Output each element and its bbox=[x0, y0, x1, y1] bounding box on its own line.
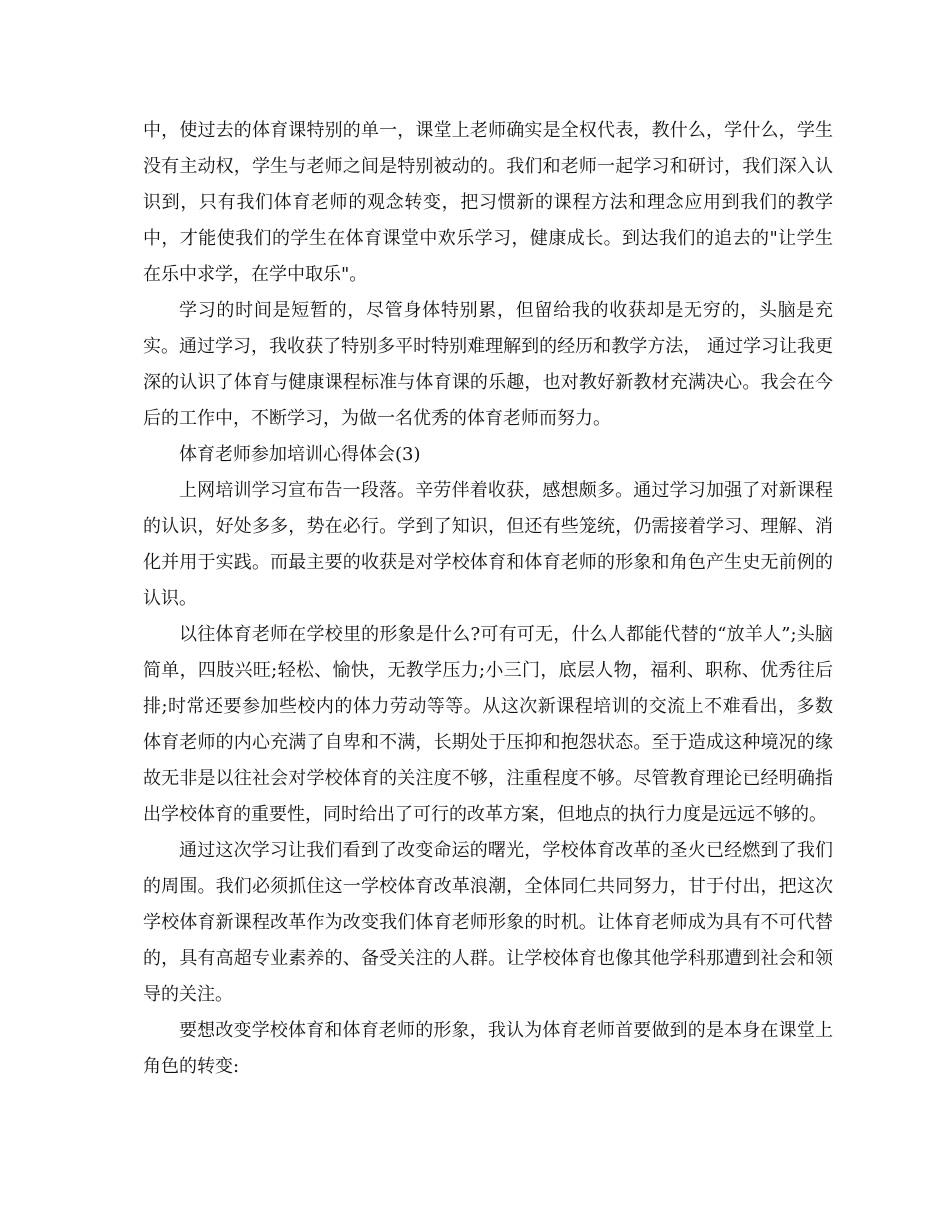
paragraph-study-reflection: 学习的时间是短暂的，尽管身体特别累，但留给我的收获却是无穷的，头脑是充实。通过学习，我收获了特别多平时特别难理解到的经历和教学方法， 通过学习让我更深的认识了体育与健康课程标准与体育课的乐趣，也对教好新教材充满决心。我会在今后的工作中，不断学习，为做一名优秀的体育老师而努力。 bbox=[143, 300, 833, 429]
paragraph-reform-opportunity: 通过这次学习让我们看到了改变命运的曙光，学校体育改革的圣火已经燃到了我们的周围。我们必须抓住这一学校体育改革浪潮，全体同仁共同努力，甘于付出，把这次学校体育新课程改革作为改变我们体育老师形象的时机。让体育老师成为具有不可代替的，具有高超专业素养的、备受关注的人群。让学校体育也像其他学科那遭到社会和领导的关注。 bbox=[143, 840, 833, 1005]
paragraph-past-image: 以往体育老师在学校里的形象是什么?可有可无，什么人都能代替的“放羊人”;头脑简单，四肢兴旺;轻松、愉快，无教学压力;小三门，底层人物，福利、职称、优秀往后排;时常还要参加些校内的体力劳动等等。从这次新课程培训的交流上不难看出，多数体育老师的内心充满了自卑和不满，长期处于压抑和抱怨状态。至于造成这种境况的缘故无非是以往社会对学校体育的关注度不够，注重程度不够。尽管教育理论已经明确指出学校体育的重要性，同时给出了可行的改革方案，但地点的执行力度是远远不够的。 bbox=[143, 624, 833, 825]
paragraph-continuation: 中，使过去的体育课特别的单一，课堂上老师确实是全权代表，教什么，学什么，学生没有主动权，学生与老师之间是特别被动的。我们和老师一起学习和研讨，我们深入认识到，只有我们体育老师的观念转变，把习惯新的课程方法和理念应用到我们的教学中，才能使我们的学生在体育课堂中欢乐学习，健康成长。到达我们的追去的"让学生在乐中求学，在学中取乐"。 bbox=[143, 120, 833, 285]
paragraph-role-change: 要想改变学校体育和体育老师的形象，我认为体育老师首要做到的是本身在课堂上角色的转变: bbox=[143, 1020, 833, 1077]
section-heading: 体育老师参加培训心得体会(3) bbox=[179, 444, 421, 465]
document-body bbox=[143, 113, 833, 1085]
paragraph-training-summary: 上网培训学习宣布告一段落。辛劳伴着收获，感想颇多。通过学习加强了对新课程的认识，好处多多，势在必行。学到了知识，但还有些笼统，仍需接着学习、理解、消化并用于实践。而最主要的收获是对学校体育和体育老师的形象和角色产生史无前例的认识。 bbox=[143, 480, 833, 609]
